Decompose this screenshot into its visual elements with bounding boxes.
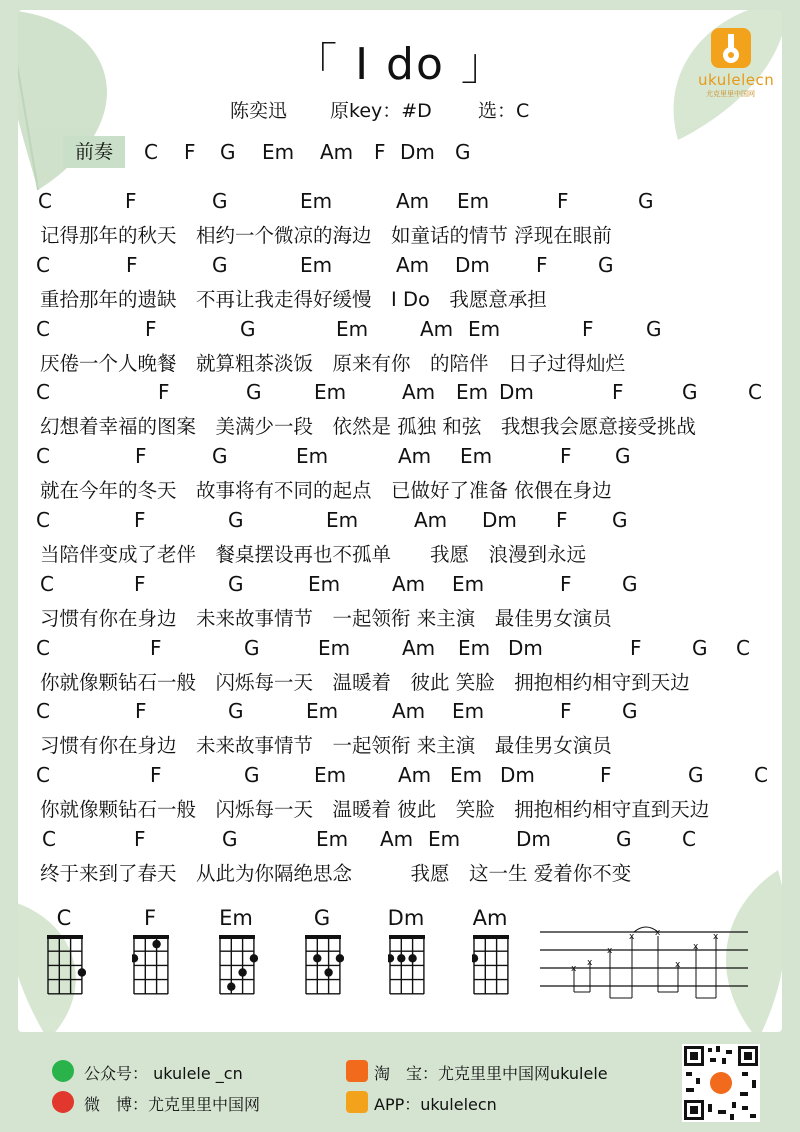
chord-diagram bbox=[472, 934, 512, 996]
chord-diagram-label: C bbox=[56, 906, 72, 930]
lyric-line: 你就像颗钻石一般 闪烁每一天 温暖着 彼此 笑脸 拥抱相约相守直到天边 bbox=[40, 798, 710, 822]
chord-symbol: Am bbox=[396, 189, 430, 213]
chord-symbol: F bbox=[134, 508, 146, 532]
chord-symbol: G bbox=[244, 763, 260, 788]
chord-symbol: G bbox=[692, 635, 708, 660]
svg-text:x: x bbox=[571, 964, 577, 974]
wechat-account[interactable]: 公众号： ukulele _cn bbox=[84, 1064, 243, 1083]
svg-text:x: x bbox=[607, 946, 613, 956]
chord-symbol: Em bbox=[316, 827, 349, 851]
chord-symbol: G bbox=[228, 699, 244, 724]
chord-symbol: C bbox=[40, 571, 54, 596]
intro-chord: Em bbox=[262, 140, 295, 164]
app-icon bbox=[346, 1091, 368, 1113]
chord-symbol: F bbox=[135, 699, 147, 724]
chord-symbol: G bbox=[228, 571, 244, 596]
chord-symbol: C bbox=[36, 763, 50, 788]
chord-diagram bbox=[304, 934, 344, 996]
chord-symbol: G bbox=[682, 380, 698, 405]
brand-name: ukulelecn bbox=[698, 71, 775, 89]
weibo-account[interactable]: 微 博：尤克里里中国网 bbox=[84, 1095, 261, 1114]
chord-symbol: G bbox=[598, 252, 614, 277]
chord-symbol: Em bbox=[326, 508, 359, 532]
taobao-icon bbox=[346, 1060, 368, 1082]
chord-symbol: C bbox=[36, 252, 50, 277]
chord-symbol: G bbox=[222, 827, 238, 851]
weibo-icon bbox=[52, 1091, 74, 1113]
chord-symbol: Dm bbox=[482, 508, 517, 532]
chord-symbol: G bbox=[638, 189, 654, 213]
chord-symbol: F bbox=[560, 571, 572, 596]
svg-text:x: x bbox=[713, 932, 719, 942]
chord-symbol: F bbox=[135, 444, 147, 469]
lyric-line: 重拾那年的遗缺 不再让我走得好缓慢 I Do 我愿意承担 bbox=[40, 287, 547, 311]
chord-symbol: Am bbox=[420, 316, 454, 341]
chord-symbol: Am bbox=[398, 763, 432, 788]
svg-text:x: x bbox=[587, 958, 593, 968]
chord-symbol: F bbox=[158, 380, 170, 405]
chord-symbol: G bbox=[244, 635, 260, 660]
chord-symbol: G bbox=[615, 444, 631, 469]
chord-diagram-label: Am bbox=[472, 906, 508, 930]
chord-symbol: Am bbox=[392, 571, 426, 596]
chord-symbol: G bbox=[246, 380, 262, 405]
svg-text:x: x bbox=[629, 932, 635, 942]
intro-chord: C bbox=[144, 140, 158, 164]
original-key: 原key：#D bbox=[330, 100, 432, 122]
chord-diagram-label: Dm bbox=[387, 906, 425, 930]
chord-symbol: Em bbox=[452, 571, 485, 596]
chord-symbol: F bbox=[557, 189, 569, 213]
chord-symbol: Em bbox=[314, 380, 347, 405]
chord-symbol: G bbox=[240, 316, 256, 341]
chord-symbol: F bbox=[125, 189, 137, 213]
chord-symbol: Em bbox=[308, 571, 341, 596]
chord-symbol: C bbox=[36, 635, 50, 660]
chord-diagram-label: F bbox=[143, 906, 157, 930]
taobao-shop[interactable]: 淘 宝：尤克里里中国网ukulele bbox=[374, 1064, 608, 1083]
wechat-icon bbox=[52, 1060, 74, 1082]
chord-symbol: Em bbox=[456, 380, 489, 405]
lyric-line: 习惯有你在身边 未来故事情节 一起领衔 来主演 最佳男女演员 bbox=[40, 606, 612, 630]
lyric-line: 幻想着幸福的图案 美满少一段 依然是 孤独 和弦 我想我会愿意接受挑战 bbox=[40, 415, 696, 439]
lyric-line: 就在今年的冬天 故事将有不同的起点 已做好了准备 依偎在身边 bbox=[40, 479, 612, 503]
chord-symbol: Am bbox=[402, 380, 436, 405]
chord-symbol: Em bbox=[452, 699, 485, 724]
chord-diagram bbox=[218, 934, 258, 996]
svg-text:x: x bbox=[693, 942, 699, 952]
chord-symbol: Em bbox=[336, 316, 369, 341]
chord-symbol: Em bbox=[314, 763, 347, 788]
chord-symbol: C bbox=[682, 827, 696, 851]
song-title: 「 I do 」 bbox=[293, 39, 507, 90]
chord-symbol: Em bbox=[460, 444, 493, 469]
finger-dot bbox=[238, 968, 246, 976]
chord-symbol: G bbox=[212, 444, 228, 469]
finger-dot bbox=[250, 954, 258, 962]
chord-symbol: F bbox=[150, 763, 162, 788]
chord-symbol: G bbox=[616, 827, 632, 851]
intro-chord: F bbox=[184, 140, 196, 164]
chord-symbol: F bbox=[134, 827, 146, 851]
chord-symbol: Dm bbox=[455, 252, 490, 277]
chord-symbol: Em bbox=[300, 189, 333, 213]
intro-chord: Dm bbox=[400, 140, 435, 164]
chord-symbol: F bbox=[145, 316, 157, 341]
chord-symbol: F bbox=[150, 635, 162, 660]
chord-symbol: C bbox=[36, 508, 50, 532]
lyric-line: 你就像颗钻石一般 闪烁每一天 温暖着 彼此 笑脸 拥抱相约相守到天边 bbox=[40, 670, 690, 694]
chord-symbol: Em bbox=[318, 635, 351, 660]
chord-symbol: Em bbox=[306, 699, 339, 724]
chord-symbol: G bbox=[646, 316, 662, 341]
chord-symbol: C bbox=[38, 189, 52, 213]
chord-symbol: F bbox=[612, 380, 624, 405]
intro-chord: G bbox=[220, 140, 236, 164]
chord-symbol: F bbox=[630, 635, 642, 660]
chord-symbol: F bbox=[582, 316, 594, 341]
chord-symbol: G bbox=[622, 571, 638, 596]
chord-symbol: G bbox=[228, 508, 244, 532]
selected-key: 选：C bbox=[478, 100, 530, 122]
app-name[interactable]: APP：ukulelecn bbox=[374, 1095, 497, 1114]
chord-symbol: Am bbox=[392, 699, 426, 724]
chord-symbol: G bbox=[688, 763, 704, 788]
lyric-line: 当陪伴变成了老伴 餐桌摆设再也不孤单 我愿 浪漫到永远 bbox=[40, 543, 587, 566]
chord-symbol: Dm bbox=[500, 763, 535, 788]
intro-chord: F bbox=[374, 140, 386, 164]
intro-chord: Am bbox=[320, 140, 354, 164]
chord-symbol: Am bbox=[414, 508, 448, 532]
qr-code-icon[interactable] bbox=[682, 1044, 760, 1122]
chord-symbol: F bbox=[560, 444, 572, 469]
chord-symbol: C bbox=[36, 380, 50, 405]
chord-diagram-label: G bbox=[313, 906, 331, 930]
finger-dot bbox=[132, 954, 138, 962]
chord-symbol: Am bbox=[398, 444, 432, 469]
chord-diagram bbox=[388, 934, 428, 996]
chord-symbol: Am bbox=[396, 252, 430, 277]
strum-pattern-diagram bbox=[538, 924, 750, 1000]
chord-symbol: Em bbox=[458, 635, 491, 660]
chord-symbol: Em bbox=[468, 316, 501, 341]
svg-text:x: x bbox=[675, 960, 681, 970]
chord-symbol: F bbox=[134, 571, 146, 596]
chord-symbol: Dm bbox=[516, 827, 551, 851]
finger-dot bbox=[152, 940, 160, 948]
chord-symbol: Dm bbox=[508, 635, 543, 660]
intro-chord: G bbox=[455, 140, 471, 164]
chord-symbol: G bbox=[212, 252, 228, 277]
chord-symbol: Em bbox=[428, 827, 461, 851]
finger-dot bbox=[227, 983, 235, 991]
chord-symbol: F bbox=[536, 252, 548, 277]
chord-symbol: F bbox=[600, 763, 612, 788]
chord-diagram bbox=[132, 934, 172, 996]
chord-symbol: C bbox=[36, 444, 50, 469]
chord-symbol: C bbox=[36, 316, 50, 341]
chord-symbol: Em bbox=[300, 252, 333, 277]
chord-symbol: C bbox=[736, 635, 750, 660]
intro-label: 前奏 bbox=[63, 136, 125, 168]
chord-diagram-label: Em bbox=[219, 906, 253, 930]
finger-dot bbox=[78, 968, 86, 976]
chord-symbol: Em bbox=[457, 189, 490, 213]
lyric-line: 记得那年的秋天 相约一个微凉的海边 如童话的情节 浮现在眼前 bbox=[40, 224, 612, 247]
svg-text:x: x bbox=[655, 928, 661, 938]
artist-name: 陈奕迅 bbox=[230, 100, 288, 122]
chord-symbol: C bbox=[748, 380, 762, 405]
chord-symbol: F bbox=[126, 252, 138, 277]
finger-dot bbox=[388, 954, 394, 962]
chord-diagram bbox=[46, 934, 86, 996]
finger-dot bbox=[324, 968, 332, 976]
chord-symbol: G bbox=[622, 699, 638, 724]
finger-dot bbox=[313, 954, 321, 962]
finger-dot bbox=[408, 954, 416, 962]
ukulele-logo-icon bbox=[711, 28, 751, 68]
chord-symbol: Em bbox=[296, 444, 329, 469]
chord-symbol: Am bbox=[380, 827, 414, 851]
chord-symbol: Em bbox=[450, 763, 483, 788]
chord-symbol: Dm bbox=[499, 380, 534, 405]
finger-dot bbox=[336, 954, 344, 962]
chord-symbol: F bbox=[560, 699, 572, 724]
chord-symbol: C bbox=[754, 763, 768, 788]
chord-symbol: G bbox=[612, 508, 628, 532]
finger-dot bbox=[472, 954, 478, 962]
lyric-line: 厌倦一个人晚餐 就算粗茶淡饭 原来有你 的陪伴 日子过得灿烂 bbox=[40, 351, 626, 375]
chord-symbol: G bbox=[212, 189, 228, 213]
lyric-line: 习惯有你在身边 未来故事情节 一起领衔 来主演 最佳男女演员 bbox=[40, 734, 612, 758]
finger-dot bbox=[397, 954, 405, 962]
chord-symbol: Am bbox=[402, 635, 436, 660]
lyric-line: 终于来到了春天 从此为你隔绝思念 我愿 这一生 爱着你不变 bbox=[40, 862, 632, 885]
chord-symbol: F bbox=[556, 508, 568, 532]
chord-symbol: C bbox=[36, 699, 50, 724]
brand-subtitle: 尤克里里中国网 bbox=[706, 90, 755, 98]
chord-symbol: C bbox=[42, 827, 56, 851]
